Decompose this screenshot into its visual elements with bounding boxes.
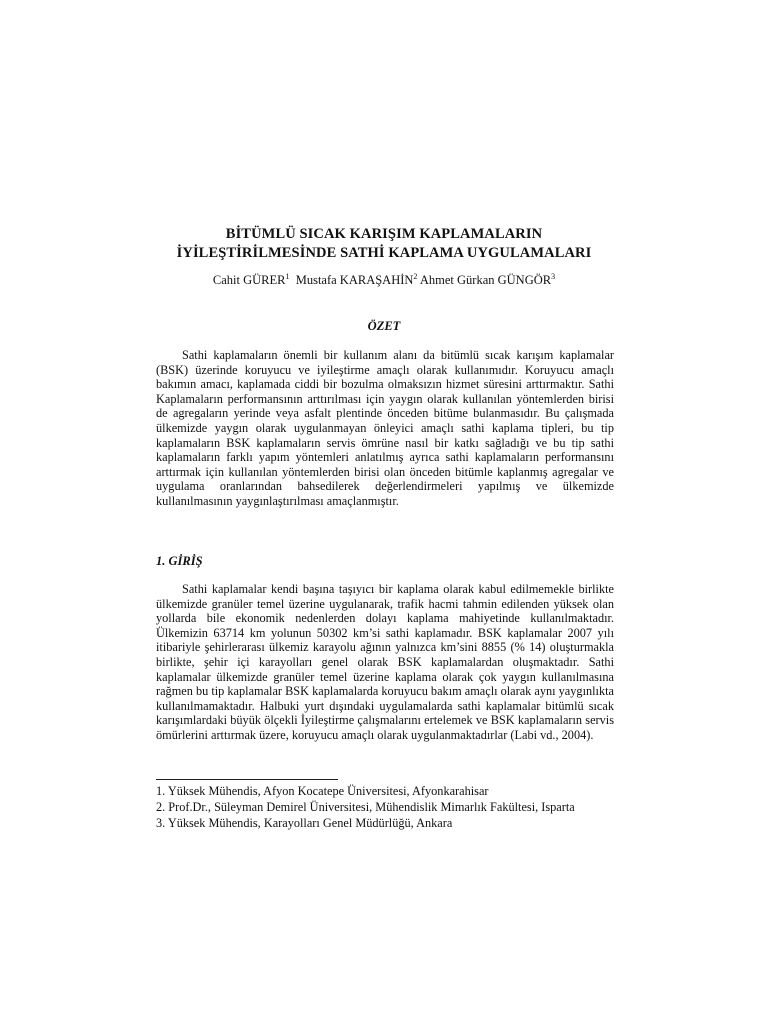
abstract-paragraph: Sathi kaplamaların önemli bir kullanım alanı da bitümlü sıcak karışım kaplamalar (BSK) üzerinde koruyucu ve iyileştirme amaçlı olarak kullanımıdır. Koruyucu amaçlı bakımın amacı, kaplamada ciddi bir bozulma olmaksızın hizmet süresini arttırmaktır. Sathi Kaplamaların performansının arttırılması için yaygın olarak kullanılan yöntemlerden birisi de agregaların yerinde veya asfalt plentinde önceden bitüme bulanmasıdır. Bu çalışmada ülkemizde yaygın olarak uygulanmayan önleyici amaçlı sathi kaplama tipleri, bu tip kaplamaların BSK kaplamaların servis ömrüne nasıl bir katkı sağladığı ve bu tip sathi kaplamaların farklı yapım yöntemleri anlatılmış ayrıca sathi kaplamaların performansını arttırmak için kullanılan yöntemlerden birisi olan önceden bitümle kaplanmış agregalar ve uygulama oranlarından bahsedilerek değerlendirmeleri yapılmış ve ülkemizde kullanılmasının yaygınlaştırılması amaçlanmıştır. bbox=[156, 348, 614, 508]
author-list bbox=[120, 272, 648, 288]
paper-title-line-2: İYİLEŞTİRİLMESİNDE SATHİ KAPLAMA UYGULAMALARI bbox=[176, 245, 592, 261]
author-name: Mustafa KARAŞAHİN bbox=[295, 273, 414, 287]
footnote-item: 3. Yüksek Mühendis, Karayolları Genel Müdürlüğü, Ankara bbox=[156, 815, 453, 830]
footnote-item: 1. Yüksek Mühendis, Afyon Kocatepe Üniversitesi, Afyonkarahisar bbox=[156, 784, 489, 798]
author-name: Cahit GÜRER bbox=[212, 273, 286, 287]
footnote-divider bbox=[156, 779, 338, 780]
paper-title bbox=[120, 225, 648, 263]
footnote-item: 2. Prof.Dr., Süleyman Demirel Üniversitesi, Mühendislik Mimarlık Fakültesi, Isparta bbox=[156, 799, 575, 814]
author-affiliation-marker: 2 bbox=[413, 271, 418, 281]
author-name: Ahmet Gürkan GÜNGÖR bbox=[419, 273, 552, 287]
author-affiliation-marker: 1 bbox=[285, 271, 290, 281]
abstract-heading: ÖZET bbox=[367, 319, 401, 333]
section-heading-introduction: 1. GİRİŞ bbox=[156, 554, 203, 568]
author-affiliation-marker: 3 bbox=[551, 271, 556, 281]
footnote-list bbox=[156, 784, 626, 831]
introduction-paragraph: Sathi kaplamalar kendi başına taşıyıcı bir kaplama olarak kabul edilmemekle birlikte ülkemizde granüler temel üzerine uygulanarak, trafik hacmi tahmin edilenden yüksek olan yollarda bile ekonomik nedenlerden dolayı kaplama mahiyetinde kullanılmaktadır. Ülkemizin 63714 km yolunun 50302 km’si sathi kaplamadır. BSK kaplamalar 2007 yılı itibariyle şehirlerarası ülkemiz karayolu ağının yalnızca km’sini 8855 (% 14) oluşturmakla birlikte, şehir içi karayolları genel olarak BSK kaplamalardan oluşmaktadır. Sathi kaplamalar ülkemizde granüler temel üzerine kaplama olarak çok yaygın kullanılmasına rağmen bu tip kaplamalar BSK kaplamalarda koruyucu bakım amaçlı olarak aynı yaygınlıkta kullanılmamaktadır. Halbuki yurt dışındaki uygulamalarda sathi kaplamalar bitümlü sıcak karışımlardaki büyük ölçekli İyileştirme çalışmalarını ertelemek ve BSK kaplamaların servis ömürlerini arttırmak üzere, koruyucu amaçlı olarak uygulanmaktadırlar (Labi vd., 2004). bbox=[156, 582, 614, 742]
paper-title-line-1: BİTÜMLÜ SICAK KARIŞIM KAPLAMALARIN bbox=[225, 226, 543, 242]
